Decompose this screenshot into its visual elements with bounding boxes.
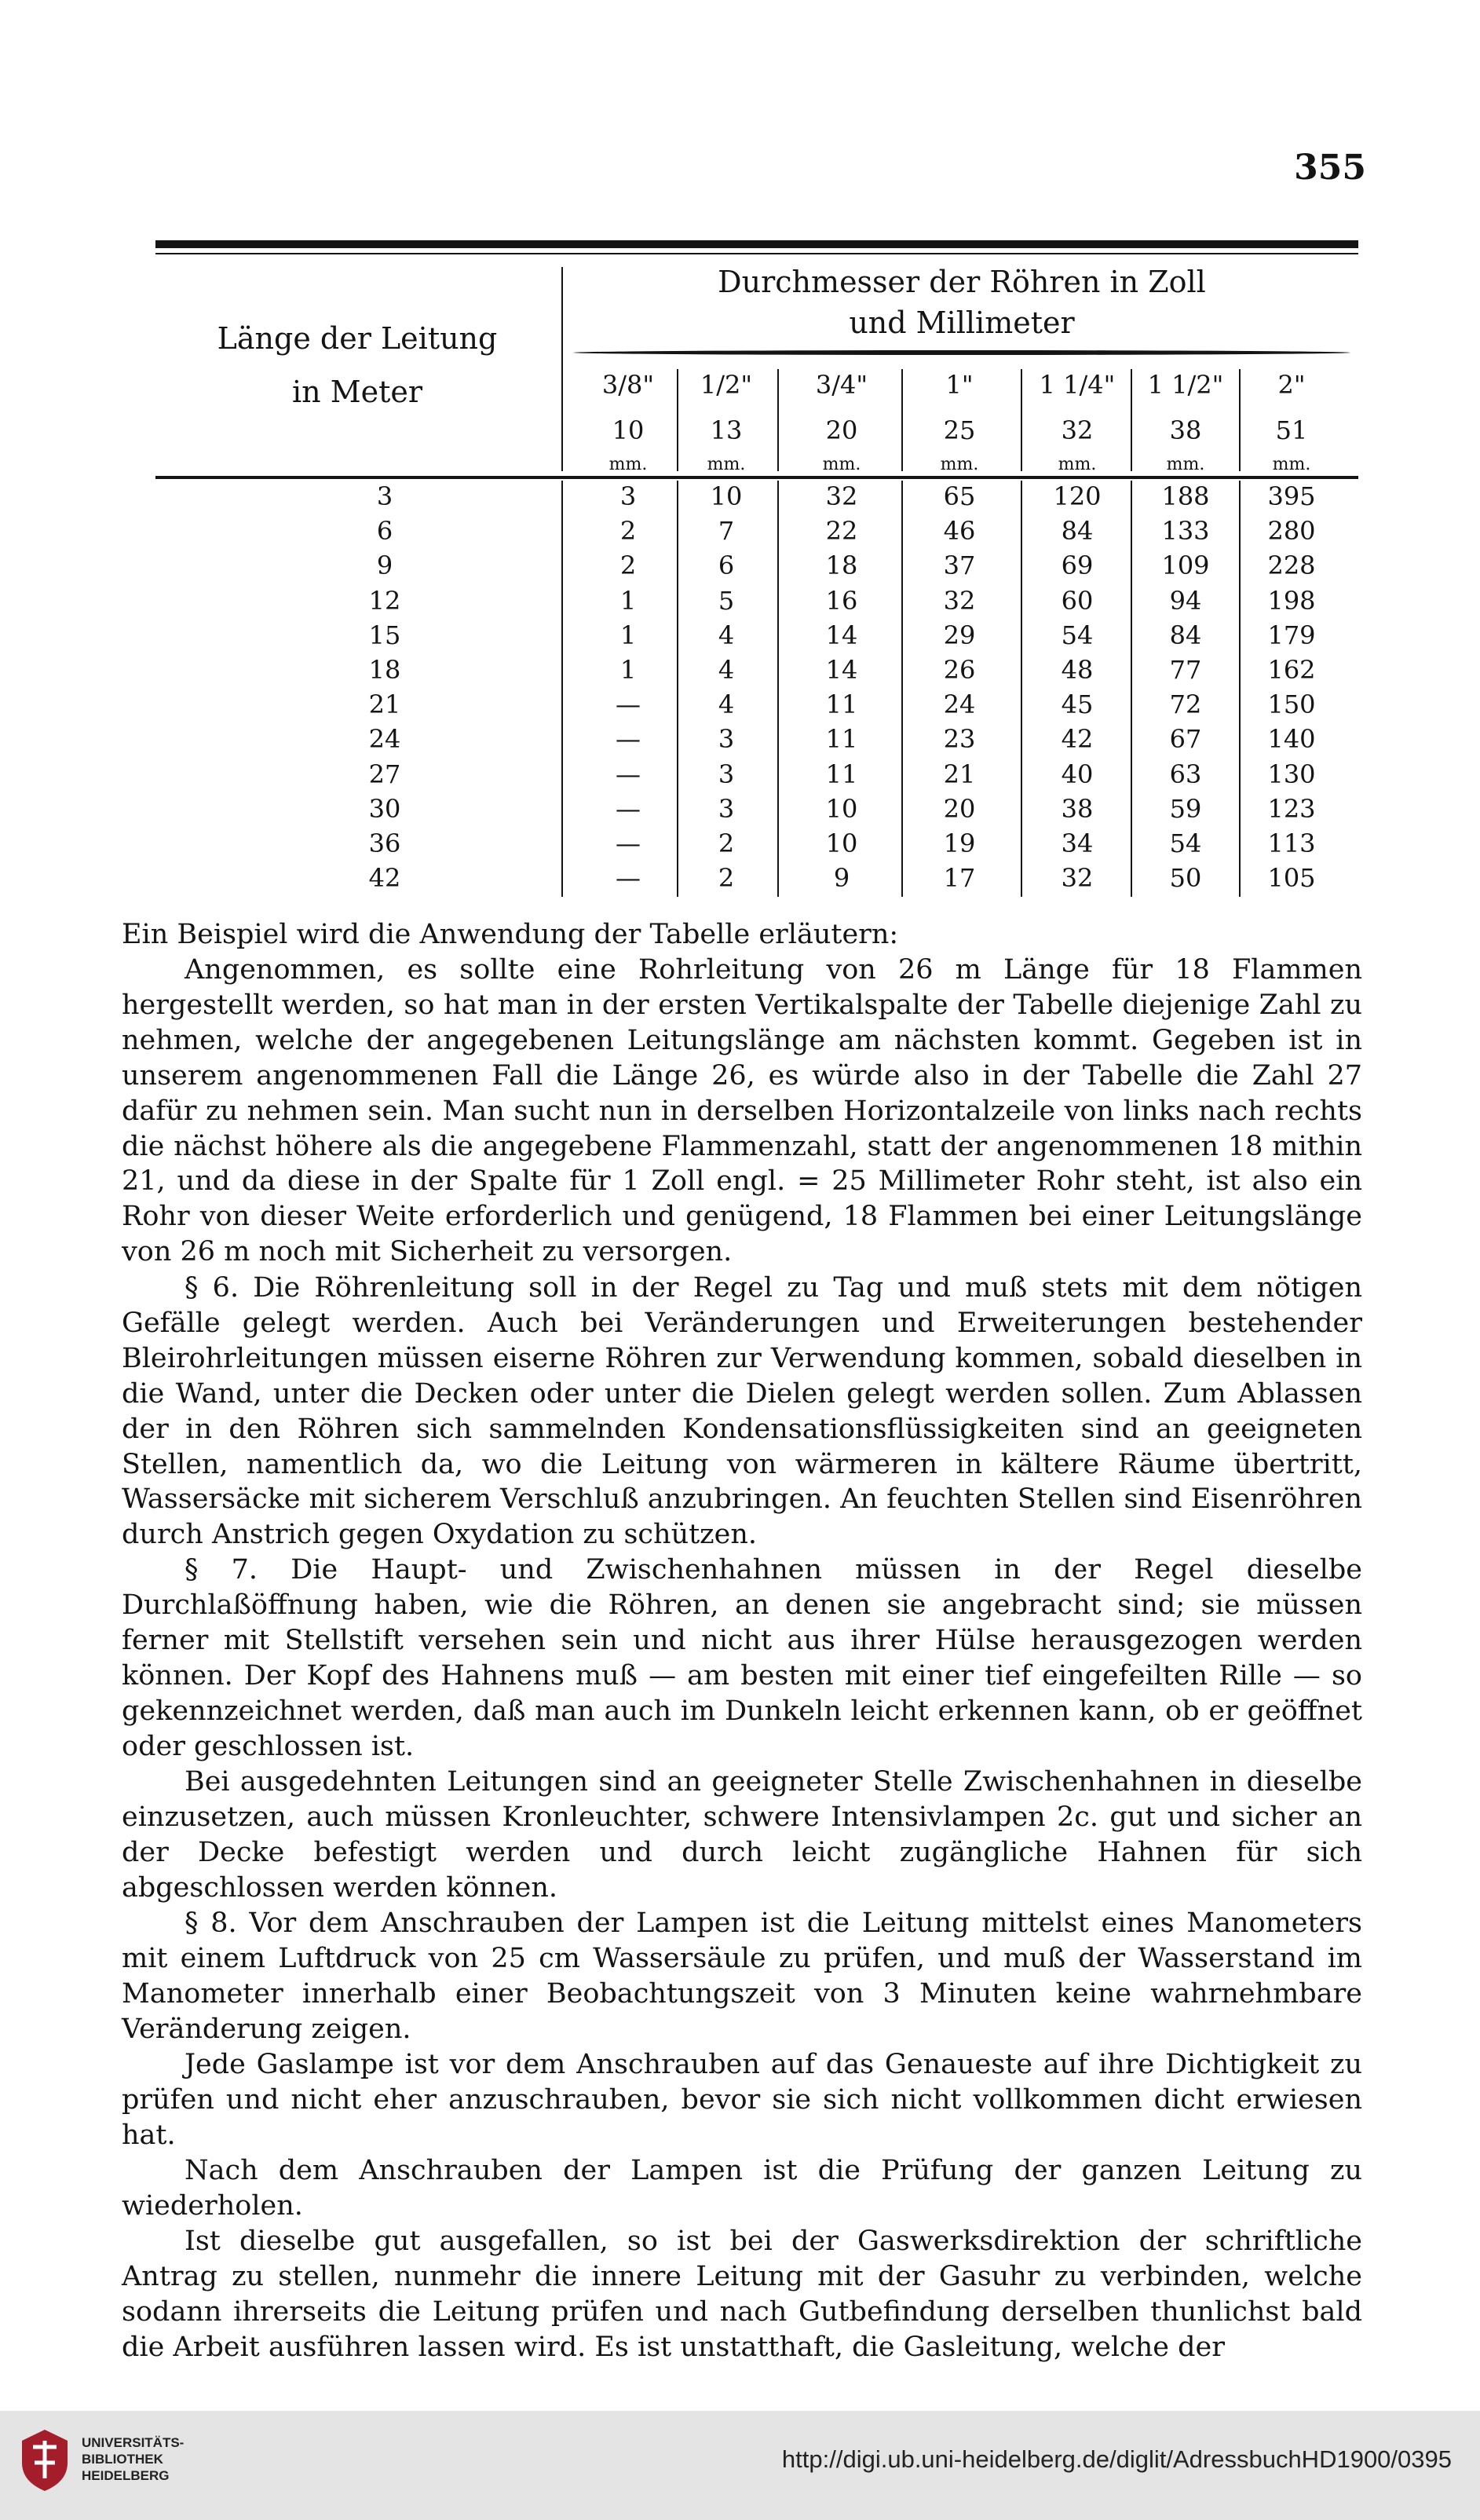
section-6-paragraph: § 6. Die Röhrenleitung soll in der Regel zu Tag und muß stets mit dem nötigen Gefälle gelegt werden. Auch bei Veränderungen und Erweiterungen bestehender Bleirohrleitungen müssen eiserne Röhren zur Verwendung kommen, sobald dieselben in die Wand, unter die Decken oder unter die Dielen gelegt werden sollen. Zum Ablassen der in den Röhren sich sammelnden Kondensationsflüssigkeiten sind an geeigneten Stellen, namentlich da, wo die Leitung von wärmeren in kältere Räume übertritt, Wassersäcke mit sicherem Verschluß anzubringen. An feuchten Stellen sind Eisenröhren durch Anstrich gegen Oxydation zu schützen. xyxy=(122,1272,1362,1551)
table-column-divider xyxy=(1021,481,1022,897)
page-number: 355 xyxy=(1294,148,1366,188)
table-row-length: 3 xyxy=(376,481,393,511)
table-column-divider xyxy=(901,481,903,897)
inch-size-label: 1 1/2" xyxy=(1147,370,1224,400)
table-row-length: 6 xyxy=(376,516,393,546)
group-underline xyxy=(573,350,1350,355)
table-cell: 130 xyxy=(1267,759,1316,789)
table-cell: 4 xyxy=(718,655,735,685)
mm-unit-label: mm. xyxy=(707,455,746,474)
table-cell: 3 xyxy=(718,724,735,754)
table-column-divider xyxy=(1239,369,1241,471)
diameter-group-header: Durchmesser der Röhren in Zoll xyxy=(718,265,1206,299)
table-cell: 1 xyxy=(619,586,637,616)
length-column-header: in Meter xyxy=(291,375,423,409)
table-cell: — xyxy=(616,794,641,824)
inch-size-label: 3/4" xyxy=(815,370,868,400)
table-cell: 1 xyxy=(619,655,637,685)
table-cell: 16 xyxy=(825,586,858,616)
mm-size-value: 38 xyxy=(1169,415,1202,445)
table-body-divider xyxy=(561,481,563,897)
table-column-divider xyxy=(677,369,678,471)
table-cell: 42 xyxy=(1061,724,1094,754)
table-cell: 84 xyxy=(1061,516,1094,546)
table-cell: 162 xyxy=(1267,655,1316,685)
table-cell: 4 xyxy=(718,620,735,650)
table-cell: 11 xyxy=(825,759,858,789)
table-row-length: 42 xyxy=(368,863,401,893)
library-name-line: HEIDELBERG xyxy=(82,2468,170,2483)
table-column-divider xyxy=(777,369,779,471)
table-cell: — xyxy=(616,759,641,789)
table-cell: 24 xyxy=(943,689,976,719)
table-cell: 150 xyxy=(1267,689,1316,719)
table-top-thin-rule xyxy=(155,253,1358,254)
table-cell: 395 xyxy=(1267,481,1316,511)
section-8-paragraph: § 8. Vor dem Anschrauben der Lampen ist die Leitung mittelst eines Manometers mit einem Luftdruck von 25 cm Wassersäule zu prüfen, und muß der Wasserstand im Manometer innerhalb einer Beobachtungszeit von 3 Minuten keine wahrnehmbare Veränderung zeigen. xyxy=(122,1907,1362,2045)
library-name xyxy=(82,2434,184,2484)
table-cell: 2 xyxy=(718,863,735,893)
source-url-link[interactable]: http://digi.ub.uni-heidelberg.de/diglit/AdressbuchHD1900/0395 xyxy=(781,2445,1452,2473)
gas-lamp-paragraph: Jede Gaslampe ist vor dem Anschrauben auf das Genaueste auf ihre Dichtigkeit zu prüfen und nicht eher anzuschrauben, bevor sie sich nicht vollkommen dicht erwiesen hat. xyxy=(122,2049,1362,2151)
table-cell: — xyxy=(616,828,641,858)
table-cell: 45 xyxy=(1061,689,1094,719)
library-name-line: BIBLIOTHEK xyxy=(82,2452,163,2467)
table-column-divider xyxy=(677,481,678,897)
example-intro: Ein Beispiel wird die Anwendung der Tabelle erläutern: xyxy=(122,919,899,950)
table-cell: 140 xyxy=(1267,724,1316,754)
table-cell: — xyxy=(616,689,641,719)
table-row-length: 15 xyxy=(368,620,401,650)
table-cell: 113 xyxy=(1267,828,1316,858)
table-cell: 14 xyxy=(825,620,858,650)
footer-bar xyxy=(0,2411,1480,2520)
table-cell: 3 xyxy=(718,759,735,789)
table-cell: 2 xyxy=(619,550,637,580)
table-column-divider xyxy=(1239,481,1241,897)
table-cell: 19 xyxy=(943,828,976,858)
table-cell: 32 xyxy=(1061,863,1094,893)
table-row-length: 18 xyxy=(368,655,401,685)
table-cell: 38 xyxy=(1061,794,1094,824)
table-cell: 10 xyxy=(825,828,858,858)
table-cell: 133 xyxy=(1161,516,1210,546)
mm-size-value: 32 xyxy=(1061,415,1094,445)
table-cell: 23 xyxy=(943,724,976,754)
table-cell: 6 xyxy=(718,550,735,580)
table-column-divider xyxy=(777,481,779,897)
table-row-length: 24 xyxy=(368,724,401,754)
mm-size-value: 51 xyxy=(1275,415,1308,445)
table-cell: 37 xyxy=(943,550,976,580)
table-cell: 21 xyxy=(943,759,976,789)
table-cell: 54 xyxy=(1169,828,1202,858)
table-cell: 94 xyxy=(1169,586,1202,616)
table-cell: 179 xyxy=(1267,620,1316,650)
table-cell: 22 xyxy=(825,516,858,546)
table-cell: 48 xyxy=(1061,655,1094,685)
inch-size-label: 1 1/4" xyxy=(1039,370,1116,400)
table-header-divider xyxy=(561,267,563,471)
table-cell: 32 xyxy=(943,586,976,616)
table-row-length: 12 xyxy=(368,586,401,616)
table-cell: 77 xyxy=(1169,655,1202,685)
application-paragraph: Ist dieselbe gut ausgefallen, so ist bei der Gaswerksdirektion der schriftliche Antrag zu stellen, nunmehr die innere Leitung mit der Gasuhr zu verbinden, welche sodann ihrerseits die Leitung prüfen und nach Gutbefindung derselben thunlichst bald die Arbeit ausführen lassen wird. Es ist unstatthaft, die Gasleitung, welche der xyxy=(122,2226,1362,2363)
mm-unit-label: mm. xyxy=(940,455,979,474)
mm-size-value: 25 xyxy=(943,415,976,445)
table-cell: 2 xyxy=(619,516,637,546)
table-column-divider xyxy=(1021,369,1022,471)
table-top-rule xyxy=(155,240,1358,248)
table-cell: 4 xyxy=(718,689,735,719)
table-row-length: 36 xyxy=(368,828,401,858)
table-cell: 2 xyxy=(718,828,735,858)
diameter-group-header: und Millimeter xyxy=(849,305,1075,340)
table-cell: 69 xyxy=(1061,550,1094,580)
table-cell: 10 xyxy=(825,794,858,824)
table-cell: 228 xyxy=(1267,550,1316,580)
mm-size-value: 13 xyxy=(710,415,743,445)
table-cell: 20 xyxy=(943,794,976,824)
table-cell: 32 xyxy=(825,481,858,511)
table-cell: 84 xyxy=(1169,620,1202,650)
table-cell: 50 xyxy=(1169,863,1202,893)
table-cell: 29 xyxy=(943,620,976,650)
table-cell: 11 xyxy=(825,689,858,719)
table-cell: 5 xyxy=(718,586,735,616)
table-cell: — xyxy=(616,863,641,893)
table-cell: 1 xyxy=(619,620,637,650)
table-cell: 26 xyxy=(943,655,976,685)
table-row-length: 21 xyxy=(368,689,401,719)
inch-size-label: 1" xyxy=(945,370,974,400)
library-name-line: UNIVERSITÄTS- xyxy=(82,2435,185,2450)
table-row-length: 9 xyxy=(376,550,393,580)
table-cell: 109 xyxy=(1161,550,1210,580)
table-cell: 54 xyxy=(1061,620,1094,650)
university-seal-icon xyxy=(17,2427,72,2494)
intermediate-valves-paragraph: Bei ausgedehnten Leitungen sind an geeigneter Stelle Zwischenhahnen in dieselbe einzusetzen, auch müssen Kronleuchter, schwere Intensivlampen 2c. gut und sicher an der Decke befestigt werden und durch leicht zugängliche Hahnen für sich abgeschlossen werden können. xyxy=(122,1766,1362,1904)
mm-size-value: 10 xyxy=(612,415,645,445)
mm-unit-label: mm. xyxy=(1166,455,1205,474)
table-cell: 46 xyxy=(943,516,976,546)
section-7-paragraph: § 7. Die Haupt- und Zwischenhahnen müssen in der Regel dieselbe Durchlaßöffnung haben, wie die Röhren, an denen sie angebracht sind; sie müssen ferner mit Stellstift versehen sein und nicht aus ihrer Hülse herausgezogen werden können. Der Kopf des Hahnens muß — am besten mit einer tief eingefeilten Rille — so gekennzeichnet werden, daß man auch im Dunkeln leicht erkennen kann, ob er geöffnet oder geschlossen ist. xyxy=(122,1554,1362,1762)
table-row-length: 30 xyxy=(368,794,401,824)
inch-size-label: 3/8" xyxy=(601,370,655,400)
mm-unit-label: mm. xyxy=(1272,455,1311,474)
table-cell: 60 xyxy=(1061,586,1094,616)
table-column-divider xyxy=(901,369,903,471)
table-column-divider xyxy=(1131,481,1132,897)
table-cell: 67 xyxy=(1169,724,1202,754)
table-cell: — xyxy=(616,724,641,754)
table-cell: 59 xyxy=(1169,794,1202,824)
table-cell: 11 xyxy=(825,724,858,754)
example-paragraph: Angenommen, es sollte eine Rohrleitung von 26 m Länge für 18 Flammen hergestellt werden, so hat man in der ersten Vertikalspalte der Tabelle diejenige Zahl zu nehmen, welche der angegebenen Leitungslänge am nächsten kommt. Gegeben ist in unserem angenommenen Fall die Länge 26, es würde also in der Tabelle die Zahl 27 dafür zu nehmen sein. Man sucht nun in derselben Horizontalzeile von links nach rechts die nächst höhere als die angegebene Flammenzahl, statt der angenommenen 18 mithin 21, und da diese in der Spalte für 1 Zoll engl. = 25 Millimeter Rohr steht, ist also ein Rohr von dieser Weite erforderlich und genügend, 18 Flammen bei einer Leitungslänge von 26 m noch mit Sicherheit zu versorgen. xyxy=(122,954,1362,1268)
table-cell: 18 xyxy=(825,550,858,580)
table-cell: 10 xyxy=(710,481,743,511)
table-column-divider xyxy=(1131,369,1132,471)
table-cell: 63 xyxy=(1169,759,1202,789)
inch-size-label: 1/2" xyxy=(700,370,753,400)
table-cell: 3 xyxy=(718,794,735,824)
table-cell: 3 xyxy=(619,481,637,511)
table-cell: 7 xyxy=(718,516,735,546)
length-column-header: Länge der Leitung xyxy=(217,321,498,356)
table-cell: 105 xyxy=(1267,863,1316,893)
table-cell: 40 xyxy=(1061,759,1094,789)
table-row-length: 27 xyxy=(368,759,401,789)
table-cell: 65 xyxy=(943,481,976,511)
table-cell: 188 xyxy=(1161,481,1210,511)
mm-unit-label: mm. xyxy=(822,455,861,474)
inch-size-label: 2" xyxy=(1277,370,1306,400)
table-cell: 198 xyxy=(1267,586,1316,616)
table-header-bottom-rule xyxy=(155,476,1358,479)
repeat-test-paragraph: Nach dem Anschrauben der Lampen ist die Prüfung der ganzen Leitung zu wiederholen. xyxy=(122,2155,1362,2222)
table-cell: 72 xyxy=(1169,689,1202,719)
table-cell: 14 xyxy=(825,655,858,685)
table-cell: 9 xyxy=(833,863,850,893)
table-cell: 17 xyxy=(943,863,976,893)
table-cell: 123 xyxy=(1267,794,1316,824)
table-cell: 34 xyxy=(1061,828,1094,858)
table-cell: 280 xyxy=(1267,516,1316,546)
table-cell: 120 xyxy=(1053,481,1102,511)
mm-unit-label: mm. xyxy=(1058,455,1097,474)
mm-unit-label: mm. xyxy=(608,455,648,474)
mm-size-value: 20 xyxy=(825,415,858,445)
